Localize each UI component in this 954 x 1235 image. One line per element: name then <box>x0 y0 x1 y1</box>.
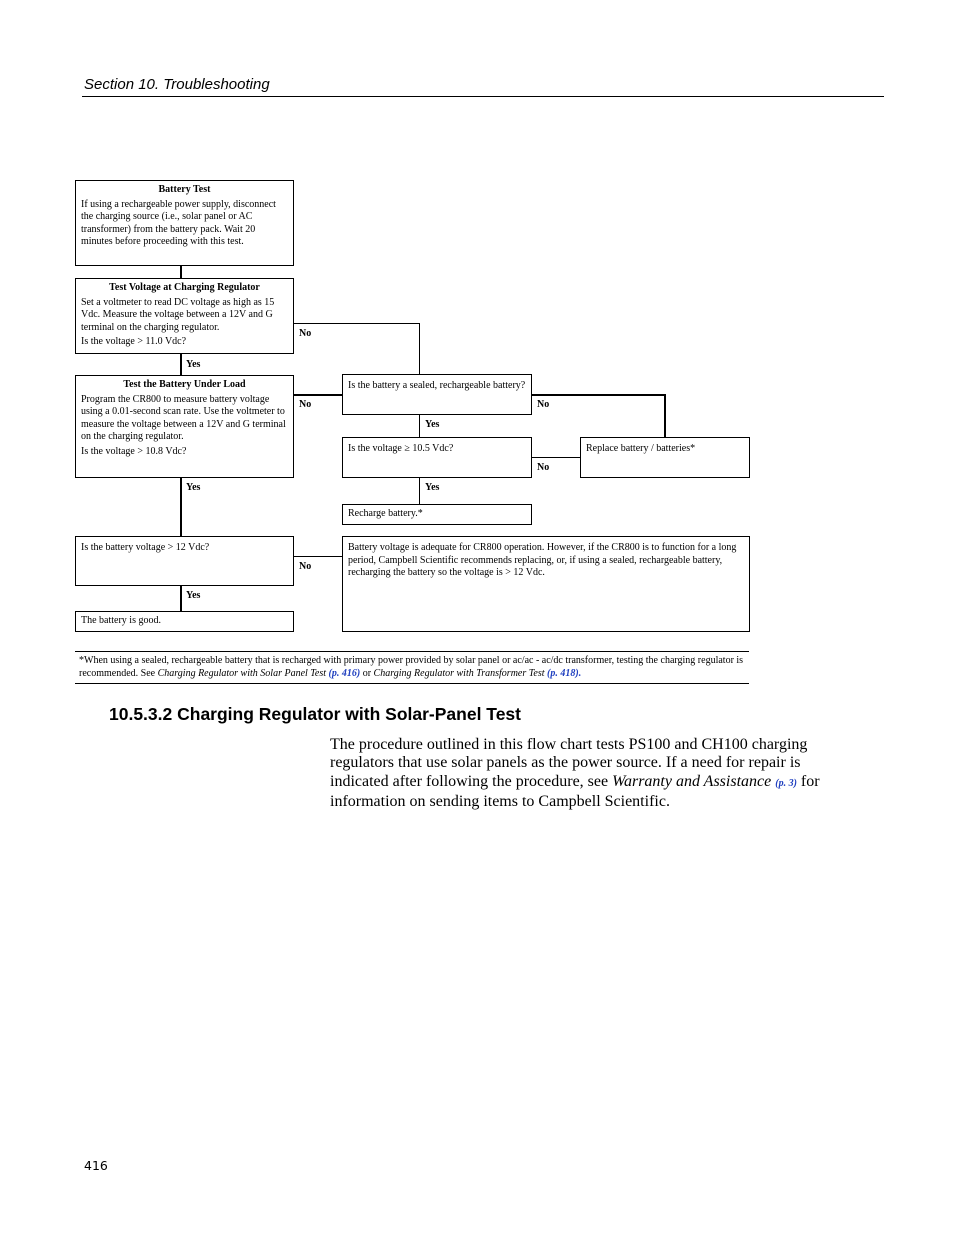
flow-box-text: If using a rechargeable power supply, disconnect the charging source (i.e., solar panel or AC transformer) from the battery pack. Wait 20 minutes before proceeding with this test. <box>81 198 276 247</box>
label-yes-load: Yes <box>186 482 201 493</box>
flow-box-voltage-12-question: Is the battery voltage > 12 Vdc? <box>75 536 294 586</box>
link-warranty-assistance[interactable]: Warranty and Assistance <box>612 772 772 790</box>
flow-box-title: Battery Test <box>158 184 211 195</box>
flowchart-footnote: *When using a sealed, rechargeable battery that is recharged with primary power provided by solar panel or ac/ac - ac/dc transformer, testing the charging regulator is recommended. See Charging Regulator with Solar Panel Test (p. 416) or Charging Regulator with Transformer Test (p. 418). <box>75 651 749 684</box>
label-yes-12: Yes <box>186 590 201 601</box>
flow-box-title: Test Voltage at Charging Regulator <box>109 282 260 293</box>
connector-load-yes <box>180 477 182 536</box>
flow-box-text: Set a voltmeter to read DC voltage as high as 15 Vdc. Measure the voltage between a 12V and G terminal on the charging regulator. <box>81 296 275 333</box>
flow-box-question: Is the voltage > 10.8 Vdc? <box>81 445 187 457</box>
section-header: Section 10. Troubleshooting <box>84 76 270 93</box>
connector-105-yes <box>419 477 420 504</box>
connector-12-yes <box>180 585 182 611</box>
flow-box-voltage-10-5-question: Is the voltage ≥ 10.5 Vdc? <box>342 437 532 478</box>
link-transformer-test[interactable]: Charging Regulator with Transformer Test <box>373 667 545 679</box>
flow-box-title: Test the Battery Under Load <box>123 379 246 390</box>
flow-box-replace-battery: Replace battery / batteries* <box>580 437 750 478</box>
body-paragraph: The procedure outlined in this flow chart tests PS100 and CH100 charging regulators that use solar panels as the power source. If a need for repair is indicated after following the procedure, see Warranty and Assistance (p. 3) for information on sending items to Campbell Scientific. <box>330 736 820 810</box>
connector-sealed-no-v <box>664 394 666 438</box>
flow-box-battery-good: The battery is good. <box>75 611 294 632</box>
connector-105-no <box>532 457 580 458</box>
flow-box-text: Program the CR800 to measure battery voltage using a 0.01-second scan rate. Use the voltmeter to measure the voltage between a 12V and G terminal on the charging regulator. <box>81 393 286 442</box>
flow-box-battery-test <box>75 180 294 266</box>
flow-box-under-load <box>75 375 294 478</box>
page-ref-416[interactable]: (p. 416) <box>328 667 361 679</box>
section-heading: 10.5.3.2 Charging Regulator with Solar-Panel Test <box>109 704 521 724</box>
page-ref-418[interactable]: (p. 418) <box>547 667 579 679</box>
header-rule <box>82 96 884 97</box>
page-number: 416 <box>84 1158 108 1173</box>
label-no-voltage: No <box>299 328 312 339</box>
connector-12-no <box>294 556 342 557</box>
label-yes-voltage: Yes <box>186 359 201 370</box>
connector-no-voltage-h <box>294 323 420 324</box>
label-no-load: No <box>299 399 312 410</box>
flow-box-question: Is the voltage > 11.0 Vdc? <box>81 336 187 347</box>
flow-box-recharge-battery: Recharge battery.* <box>342 504 532 525</box>
page-ref-3[interactable]: (p. 3) <box>775 777 797 789</box>
connector-voltage-to-load <box>180 354 182 375</box>
label-no-105: No <box>537 462 550 473</box>
label-no-12: No <box>299 561 312 572</box>
label-no-sealed: No <box>537 399 550 410</box>
connector-sealed-yes <box>419 414 420 438</box>
flow-box-voltage-adequate: Battery voltage is adequate for CR800 operation. However, if the CR800 is to function for a long period, Campbell Scientific recommends replacing, or, if using a sealed, rechargeable battery, recharging the battery so the voltage is > 12 Vdc. <box>342 536 750 632</box>
connector-load-to-sealed <box>294 394 342 396</box>
label-yes-sealed: Yes <box>425 419 440 430</box>
label-yes-105: Yes <box>425 482 440 493</box>
connector-sealed-no-h <box>532 394 666 396</box>
link-solar-panel-test[interactable]: Charging Regulator with Solar Panel Test <box>157 667 327 679</box>
flow-box-sealed-question: Is the battery a sealed, rechargeable battery? <box>342 374 532 415</box>
connector-battery-to-voltage <box>180 266 182 278</box>
connector-no-voltage-v <box>419 323 420 375</box>
flow-box-test-voltage <box>75 278 294 354</box>
